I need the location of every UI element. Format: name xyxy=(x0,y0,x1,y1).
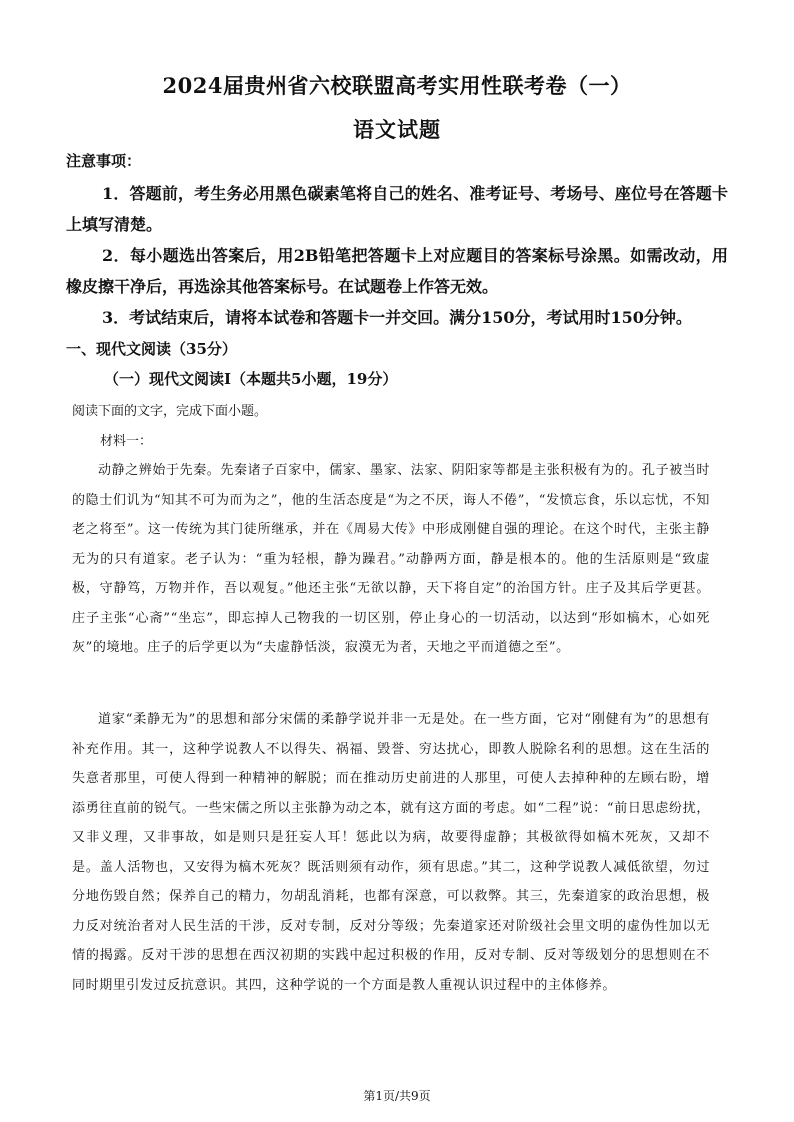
reading-instruction: 阅读下面的文字，完成下面小题。 xyxy=(72,404,268,419)
notice-item-1: 1．答题前，考生务必用黑色碳素笔将自己的姓名、准考证号、考场号、座位号在答题卡上填写清楚。 xyxy=(66,184,728,234)
material-label: 材料一： xyxy=(100,434,153,449)
passage-paragraph-2: 道家“柔静无为”的思想和部分宋儒的柔静学说并非一无是处。在一些方面，它对“刚健有为”的思想有补充作用。其一，这种学说教人不以得失、祸福、毁誉、穷达扰心，即教人脱除名利的思想。这在生活的失意者那里，可使人得到一种精神的解脱；而在推动历史前进的人那里，可使人去掉种种的左顾右盼，增添勇往直前的锐气。一些宋儒之所以主张静为动之本，就有这方面的考虑。如“二程”说：“前日思虑纷扰，又非义理，又非事故，如是则只是狂妄人耳！惩此以为病，故要得虚静；其极欲得如槁木死灰，又却不是。盖人活物也，又安得为槁木死灰？既活则须有动作，须有思虑。”其二，这种学说教人减低欲望，勿过分地伤毁自然；保养自己的精力，勿胡乱消耗，也都有深意，可以救弊。其三，先秦道家的政治思想，极力反对统治者对人民生活的干涉，反对专制，反对分等级；先秦道家还对阶级社会里文明的虚伪性加以无情的揭露。反对干涉的思想在西汉初期的实践中起过积极的作用，反对专制、反对等级划分的思想则在不同时期里引发过反抗意识。其四，这种学说的一个方面是教人重视认识过程中的主体修养。 xyxy=(72,712,710,993)
exam-title: 2024届贵州省六校联盟高考实用性联考卷（一） xyxy=(162,73,632,98)
notice-item-2: 2．每小题选出答案后，用2B铅笔把答题卡上对应题目的答案标号涂黑。如需改动，用橡皮擦干净后，再选涂其他答案标号。在试题卷上作答无效。 xyxy=(66,246,728,296)
subject-title: 语文试题 xyxy=(353,117,441,142)
notice-item-3: 3．考试结束后，请将本试卷和答题卡一并交回。满分150分，考试用时150分钟。 xyxy=(102,308,692,327)
subsection-heading: （一）现代文阅读Ⅰ（本题共5小题，19分） xyxy=(104,370,398,388)
notice-heading: 注意事项： xyxy=(66,152,142,170)
page-footer: 第1页/共9页 xyxy=(363,1089,431,1103)
passage-paragraph-1: 动静之辨始于先秦。先秦诸子百家中，儒家、墨家、法家、阴阳家等都是主张积极有为的。孔子被当时的隐士们讥为“知其不可为而为之”，他的生活态度是“为之不厌，诲人不倦”，“发愤忘食，乐以忘忧，不知老之将至”。这一传统为其门徒所继承，并在《周易大传》中形成刚健自强的理论。在这个时代，主张主静无为的只有道家。老子认为：“重为轻根，静为躁君。”动静两方面，静是根本的。他的生活原则是“致虚极，守静笃，万物并作，吾以观复。”他还主张“无欲以静，天下将自定”的治国方针。庄子及其后学更甚。庄子主张“心斋”“坐忘”，即忘掉人己物我的一切区别，停止身心的一切活动，以达到“形如槁木，心如死灰”的境地。庄子的后学更以为“夫虚静恬淡，寂漠无为者，天地之平而道德之至”。 xyxy=(72,463,711,655)
section-heading: 一、现代文阅读（35分） xyxy=(66,340,237,358)
